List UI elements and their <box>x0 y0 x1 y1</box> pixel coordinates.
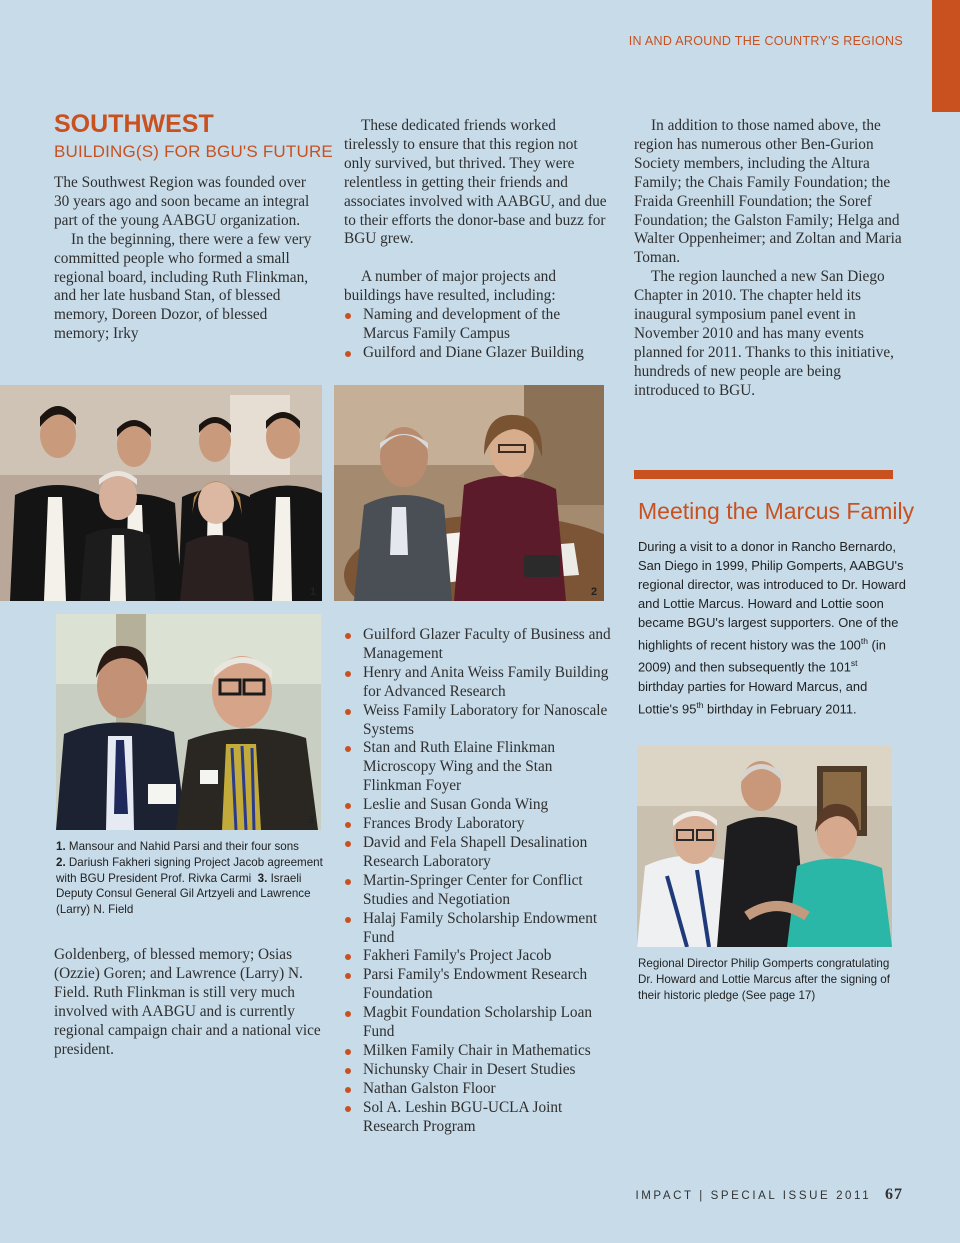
photo-marcus-family <box>637 746 892 947</box>
article-title: SOUTHWEST <box>54 110 214 138</box>
list-item: Guilford and Diane Glazer Building <box>344 344 608 363</box>
list-item: David and Fela Shapell Desalination Research Laboratory <box>344 834 612 872</box>
list-item: Frances Brody Laboratory <box>344 815 612 834</box>
list-item: Martin-Springer Center for Conflict Studies and Negotiation <box>344 872 612 910</box>
photo-captions: 1. Mansour and Nahid Parsi and their four sons 2. Dariush Fakheri signing Project Jacob agreement with BGU President Prof. Rivka Carmi 3. Israeli Deputy Consul General Gil Artzyeli and Lawrence (Larry) N. Field <box>56 840 323 917</box>
photo-number: 1 <box>310 586 317 598</box>
corner-accent-tab <box>932 0 960 112</box>
project-list <box>344 306 608 363</box>
page-footer <box>635 1186 903 1204</box>
paragraph: These dedicated friends worked tirelessly to ensure that this region not only survived, but thrived. They were relentless in getting their friends and associates involved with AABGU, and due to their efforts the donor-base and buzz for BGU grew. <box>344 117 607 248</box>
paragraph: A number of major projects and buildings have resulted, including: <box>344 268 556 305</box>
photo-parsi-family <box>0 385 322 601</box>
paragraph: In addition to those named above, the region has numerous other Ben-Gurion Society members, including the Altura Family; the Chais Family Foundation; the Fraida Greenhill Foundation; the Soref Foundation; the Galston Family; Helga and Walter Oppenheimer; and Zoltan and Maria Toman. <box>634 117 902 267</box>
project-list-continued <box>344 626 612 1136</box>
column-2-top <box>344 117 608 363</box>
paragraph: The region launched a new San Diego Chapter in 2010. The chapter held its inaugural symposium panel event in November 2010 and has many events planned for 2011. Thanks to this initiative, hundreds of new people are being introduced to BGU. <box>634 268 895 399</box>
list-item: Magbit Foundation Scholarship Loan Fund <box>344 1004 612 1042</box>
photo-number: 2 <box>591 586 598 598</box>
list-item: Leslie and Susan Gonda Wing <box>344 796 612 815</box>
sidebar-divider-bar <box>634 470 893 479</box>
list-item: Sol A. Leshin BGU-UCLA Joint Research Program <box>344 1099 612 1137</box>
section-label: IN AND AROUND THE COUNTRY'S REGIONS <box>628 34 903 48</box>
list-item: Nathan Galston Floor <box>344 1080 612 1099</box>
sidebar-photo-caption: Regional Director Philip Gomperts congratulating Dr. Howard and Lottie Marcus after the signing of their historic pledge (See page 17) <box>638 957 890 1002</box>
list-item: Milken Family Chair in Mathematics <box>344 1042 612 1061</box>
photo-fakheri-signing <box>334 385 604 601</box>
list-item: Halaj Family Scholarship Endowment Fund <box>344 910 612 948</box>
sidebar-title: Meeting the Marcus Family <box>638 498 915 524</box>
list-item: Nichunsky Chair in Desert Studies <box>344 1061 612 1080</box>
photo-number: 3 <box>308 814 315 826</box>
column-3-top <box>634 117 906 401</box>
photo-artzyeli-field <box>56 614 321 830</box>
column-2-list <box>344 626 612 1136</box>
list-item: Henry and Anita Weiss Family Building for Advanced Research <box>344 664 612 702</box>
list-item: Stan and Ruth Elaine Flinkman Microscopy Wing and the Stan Flinkman Foyer <box>344 739 612 796</box>
publication-name: IMPACT | SPECIAL ISSUE 2011 <box>635 1190 872 1202</box>
paragraph: In the beginning, there were a few very committed people who formed a small regional board, including Ruth Flinkman, and her late husband Stan, of blessed memory, Doreen Dozor, of blessed memory; Irky <box>54 230 312 343</box>
column-1-bottom <box>54 946 324 1059</box>
page-number: 67 <box>885 1186 903 1203</box>
list-item: Weiss Family Laboratory for Nanoscale Systems <box>344 702 612 740</box>
article-subtitle: BUILDING(S) FOR BGU'S FUTURE <box>54 142 333 161</box>
sidebar-body: During a visit to a donor in Rancho Bernardo, San Diego in 1999, Philip Gomperts, AABGU's regional director, was introduced to Dr. Howard and Lottie Marcus. Howard and Lottie soon became BGU's largest supporters. One of the highlights of recent history was the 100th (in 2009) and then subsequently the 101st birthday parties for Howard Marcus, and Lottie's 95th birthday in February 2011. <box>638 539 906 716</box>
paragraph: The Southwest Region was founded over 30 years ago and soon became an integral part of the young AABGU organization. <box>54 174 310 229</box>
list-item: Parsi Family's Endowment Research Foundation <box>344 966 612 1004</box>
list-item: Fakheri Family's Project Jacob <box>344 947 612 966</box>
list-item: Naming and development of the Marcus Family Campus <box>344 306 608 344</box>
list-item: Guilford Glazer Faculty of Business and Management <box>344 626 612 664</box>
paragraph: Goldenberg, of blessed memory; Osias (Ozzie) Goren; and Lawrence (Larry) N. Field. Ruth Flinkman is still very much involved with AABGU and is currently regional campaign chair and a national vice president. <box>54 946 321 1058</box>
column-1-top <box>54 174 312 344</box>
